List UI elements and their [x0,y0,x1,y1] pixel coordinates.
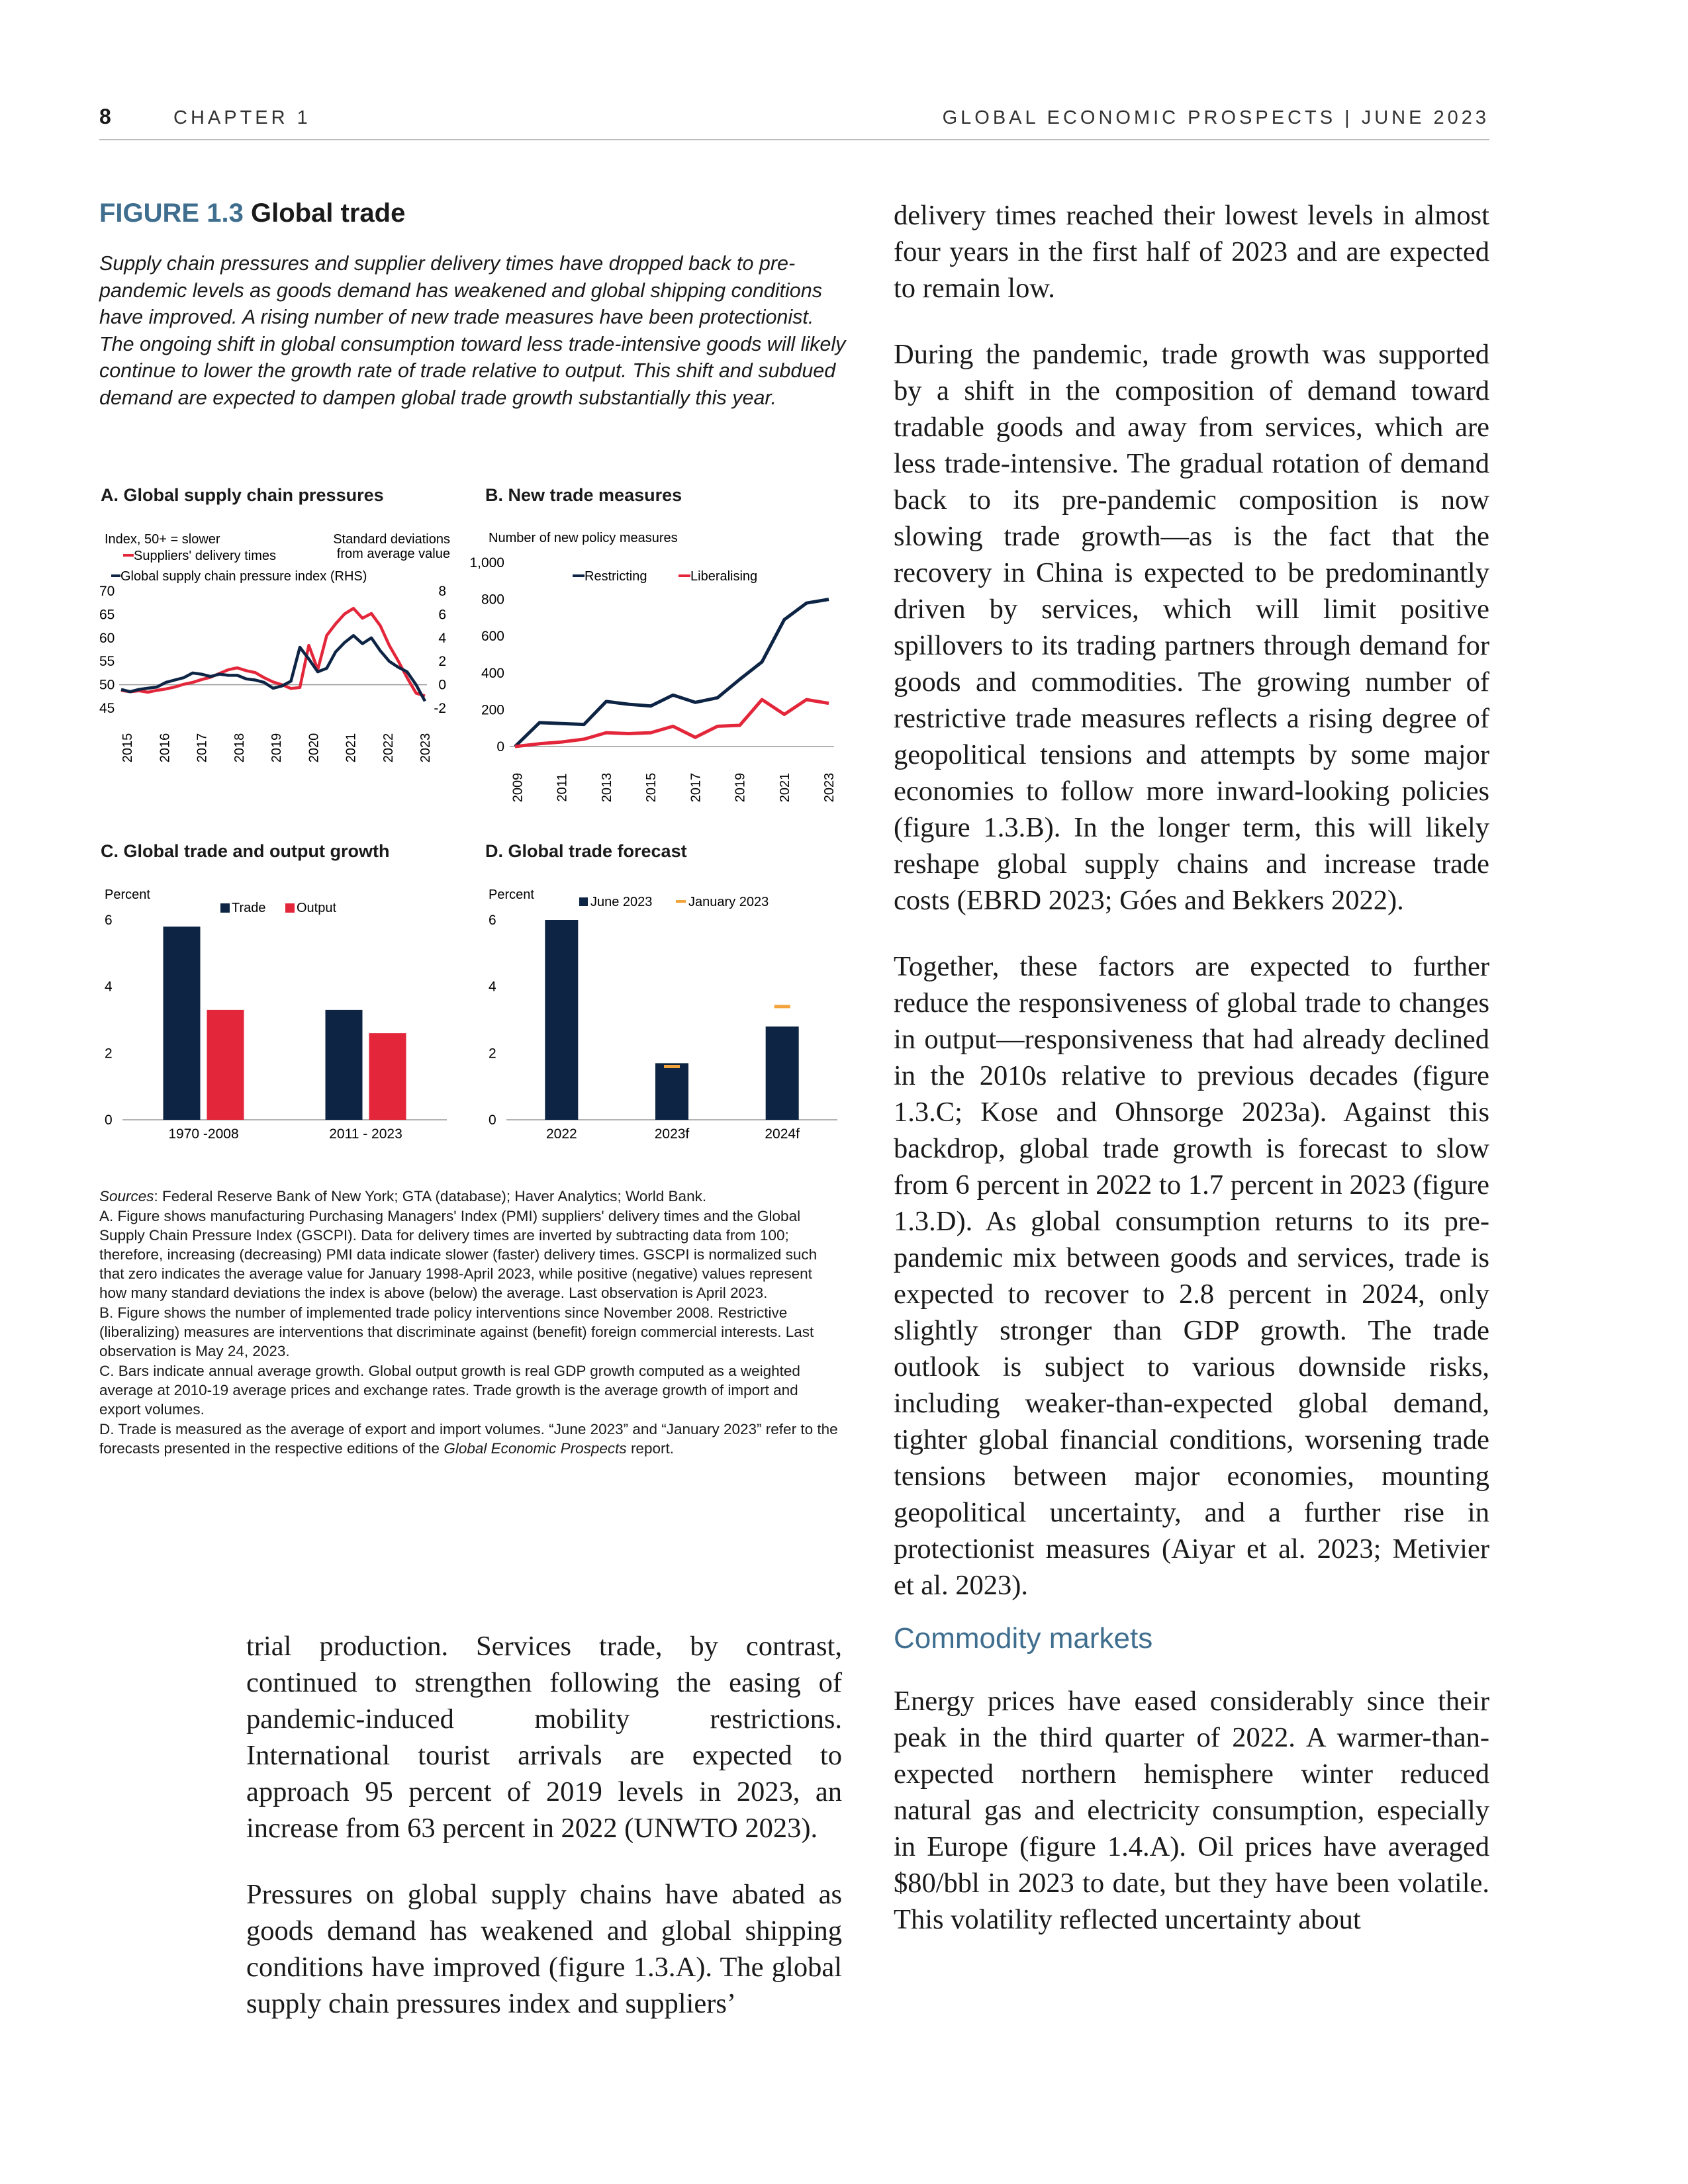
panel-c-unit: Percent [105,887,150,902]
note-d-italic: Global Economic Prospects [444,1440,627,1457]
note-d [99,1420,841,1458]
figure-notes [99,1187,841,1459]
panel-b-ytick-label: 400 [481,665,504,681]
panel-a-right-unit-1: Standard deviations [333,532,450,547]
panel-a-xtick-label: 2018 [232,733,247,763]
panel-d-category-label: 2024f [765,1126,800,1142]
panel-a-y2tick-label: 4 [438,630,446,646]
panel-a-legend-1: Suppliers' delivery times [134,549,277,563]
section-heading: Commodity markets [894,1622,1153,1655]
right-column [894,197,1489,1938]
panel-b-xtick-label: 2023 [822,772,837,803]
panel-a-y2tick-label: -2 [434,701,446,716]
panel-d-ytick-label: 2 [489,1046,496,1062]
panel-c-bar-trade [326,1010,363,1120]
panel-a-y2tick-label: 2 [438,654,446,670]
panel-a-ytick-label: 45 [99,701,115,716]
panel-c-bar-output [207,1010,244,1120]
right-paragraph-2: During the pandemic, trade growth was supported by a shift in the composition of demand toward tradable goods and away from services, which are less trade-intensive. The gradual rotation of demand back to its pre-pandemic composition is now slowing trade growth—as is the fact that the recovery in China is expected to be predominantly driven by services, which will limit positive spillovers to its trading partners through demand for goods and commodities. The growing number of restrictive trade measures reflects a rising degree of geopolitical tensions and attempts by some major economies to follow more inward-looking policies (figure 1.3.B). In the longer term, this will likely reshape global supply chains and increase trade costs (EBRD 2023; Góes and Bekkers 2022). [894,339,1489,916]
figure-number: FIGURE 1.3 [99,199,244,228]
panel-a-right-unit-2: from average value [336,547,450,561]
panel-b-legend-1: Restricting [585,569,647,584]
note-c: C. Bars indicate annual average growth. Global output growth is real GDP growth computed as a weighted average at 2010-19 average prices and exchange rates. Trade growth is the average growth of import and export volumes. [99,1363,800,1418]
running-title: GLOBAL ECONOMIC PROSPECTS | JUNE 2023 [942,107,1489,128]
panel-a-legend-2: Global supply chain pressure index (RHS) [120,569,367,584]
sources-text: : Federal Reserve Bank of New York; GTA (database); Haver Analytics; World Bank. [154,1188,707,1205]
panel-b-ytick-label: 600 [481,629,504,645]
panel-d-title: D. Global trade forecast [485,841,687,861]
left-paragraph-1: trial production. Services trade, by contrast, continued to strengthen following the easing of pandemic-induced mobility restrictions. International tourist arrivals are expected to approach 95 percent of 2019 levels in 2023, an increase from 63 percent in 2022 (UNWTO 2023). [246,1631,842,1844]
panel-d-unit: Percent [489,887,534,902]
panel-d-category-label: 2022 [545,1126,577,1142]
panel-d-legend-2: January 2023 [688,895,769,909]
panel-c-title: C. Global trade and output growth [101,841,390,861]
panel-b-ytick-label: 200 [481,702,504,718]
figure-title-text: Global trade [250,199,406,228]
panel-c-bar-output [369,1033,406,1120]
panel-d-legend-1: June 2023 [590,895,653,909]
panel-d-bar-june-2023 [545,920,578,1120]
panel-b-legend-2: Liberalising [690,569,758,584]
sources-note [99,1187,841,1206]
panel-d-ytick-label: 4 [489,979,496,995]
page-number: 8 [99,105,111,128]
panel-a-ytick-label: 50 [99,677,115,693]
panel-b-title: B. New trade measures [485,485,682,505]
note-d-text-1: D. Trade is measured as the average of export and import volumes. “June 2023” and “January 2023” refer to the forecasts presented in the respective editions of the [99,1421,838,1457]
panel-b-xtick-label: 2009 [510,772,526,803]
panel-a-ytick-label: 55 [99,654,115,670]
left-column [246,1628,842,2022]
figure-intro: Supply chain pressures and supplier delivery times have dropped back to pre-pandemic levels as goods demand has weakened and global shipping conditions have improved. A rising number of new trade measures have been protectionist. The ongoing shift in global consumption toward less trade-intensive goods will likely continue to lower the growth rate of trade relative to output. This shift and subdued demand are expected to dampen global trade growth substantially this year. [99,252,846,409]
left-paragraph-2: Pressures on global supply chains have abated as goods demand has weakened and global shipping conditions have improved (figure 1.3.A). The global supply chain pressures index and suppliers’ [246,1879,842,2019]
panel-d-ytick-label: 6 [489,913,496,928]
sources-label: Sources [99,1188,154,1205]
panel-b-xtick-label: 2017 [688,772,704,803]
panel-b-unit: Number of new policy measures [489,531,678,545]
panel-a-xtick-label: 2023 [418,733,433,763]
panel-b-xtick-label: 2015 [644,772,659,803]
panel-b-series-restricting [515,600,829,747]
panel-a-xtick-label: 2020 [306,733,322,763]
panel-d-ytick-label: 0 [489,1113,496,1128]
panel-a-y2tick-label: 8 [438,584,446,599]
panel-d-bar-june-2023 [655,1063,688,1120]
chapter-label: CHAPTER 1 [173,107,311,128]
right-paragraph-1: delivery times reached their lowest levels in almost four years in the first half of 2023 and are expected to remain low. [894,200,1489,304]
panel-d-chart [477,874,854,1152]
panel-d-legend-swatch-1 [579,897,588,906]
panel-d-category-label: 2023f [654,1126,690,1142]
note-d-text-2: report. [626,1440,674,1457]
panel-a-xtick-label: 2015 [120,733,135,763]
panel-a-left-unit: Index, 50+ = slower [105,532,220,547]
panel-a-title: A. Global supply chain pressures [101,485,384,505]
panel-c-ytick-label: 6 [105,913,113,928]
note-a: A. Figure shows manufacturing Purchasing Managers' Index (PMI) suppliers' delivery times and the Global Supply Chain Pressure Index (GSCPI). Data for delivery times are inverted by subtracting data from 100; therefore, increasing (decreasing) PMI data indicate slower (faster) delivery times. GSCPI is normalized such that zero indicates the average value for January 1998-April 2023, while positive (negative) values represent how many standard deviations the index is above (below) the average. Last observation is April 2023. [99,1208,818,1301]
panel-c-ytick-label: 2 [105,1046,113,1062]
panel-a-xtick-label: 2019 [269,733,284,763]
panel-a-ytick-label: 65 [99,607,115,623]
panel-b-ytick-label: 1,000 [469,555,504,570]
panel-b-ytick-label: 0 [496,739,504,754]
panel-c-legend-swatch-1 [220,903,230,913]
panel-c-category-label: 2011 - 2023 [329,1126,402,1142]
panel-c-category-label: 1970 -2008 [168,1126,239,1142]
panel-b-xtick-label: 2021 [777,772,792,803]
panel-a-chart [93,520,463,804]
panel-d-bar-june-2023 [766,1026,799,1120]
panel-a-ytick-label: 70 [99,584,115,599]
panel-a-ytick-label: 60 [99,630,115,646]
panel-c-bar-trade [164,927,201,1120]
panel-c-legend-2: Output [297,901,337,915]
panel-b-xtick-label: 2019 [733,772,748,803]
panel-a-y2tick-label: 6 [438,607,446,623]
panel-a-xtick-label: 2016 [158,733,173,763]
right-paragraph-4: Energy prices have eased considerably since their peak in the third quarter of 2022. A warmer-than-expected northern hemisphere winter reduced natural gas and electricity consumption, especially in Europe (figure 1.4.A). Oil prices have averaged $80/bbl in 2023 to date, but they have been volatile. This volatility reflected uncertainty about [894,1686,1489,1935]
panel-b-ytick-label: 800 [481,592,504,608]
panel-a-xtick-label: 2022 [381,733,396,763]
panel-a-xtick-label: 2017 [195,733,210,763]
panel-b-chart [469,520,854,804]
panel-c-ytick-label: 4 [105,979,113,995]
header-rule [99,139,1489,140]
panel-c-legend-swatch-2 [285,903,295,913]
panel-b-xtick-label: 2011 [555,773,570,802]
panel-a-xtick-label: 2021 [344,733,359,763]
panel-b-xtick-label: 2013 [599,772,614,803]
note-b: B. Figure shows the number of implemented trade policy interventions since November 2008. Restrictive (liberalizing) measures are interventions that discriminate against (benefit) foreign commercial interests. Last observation is May 24, 2023. [99,1304,814,1359]
figure-title [99,199,405,228]
panel-c-chart [93,874,463,1152]
right-paragraph-3: Together, these factors are expected to further reduce the responsiveness of global trade to changes in output—responsiveness that had already declined in the 2010s relative to previous decades (figure 1.3.C; Kose and Ohnsorge 2023a). Against this backdrop, global trade growth is forecast to slow from 6 percent in 2022 to 1.7 percent in 2023 (figure 1.3.D). As global consumption returns to its pre-pandemic mix between goods and services, trade is expected to recover to 2.8 percent in 2024, only slightly stronger than GDP growth. The trade outlook is subject to various downside risks, including weaker-than-expected global demand, tighter global financial conditions, worsening trade tensions between major economies, mounting geopolitical uncertainty, and a further rise in protectionist measures (Aiyar et al. 2023; Metivier et al. 2023). [894,951,1489,1601]
panel-c-ytick-label: 0 [105,1113,113,1128]
panel-a-y2tick-label: 0 [438,677,446,693]
panel-c-legend-1: Trade [232,901,266,915]
panel-a-series-gscpi [121,635,425,701]
